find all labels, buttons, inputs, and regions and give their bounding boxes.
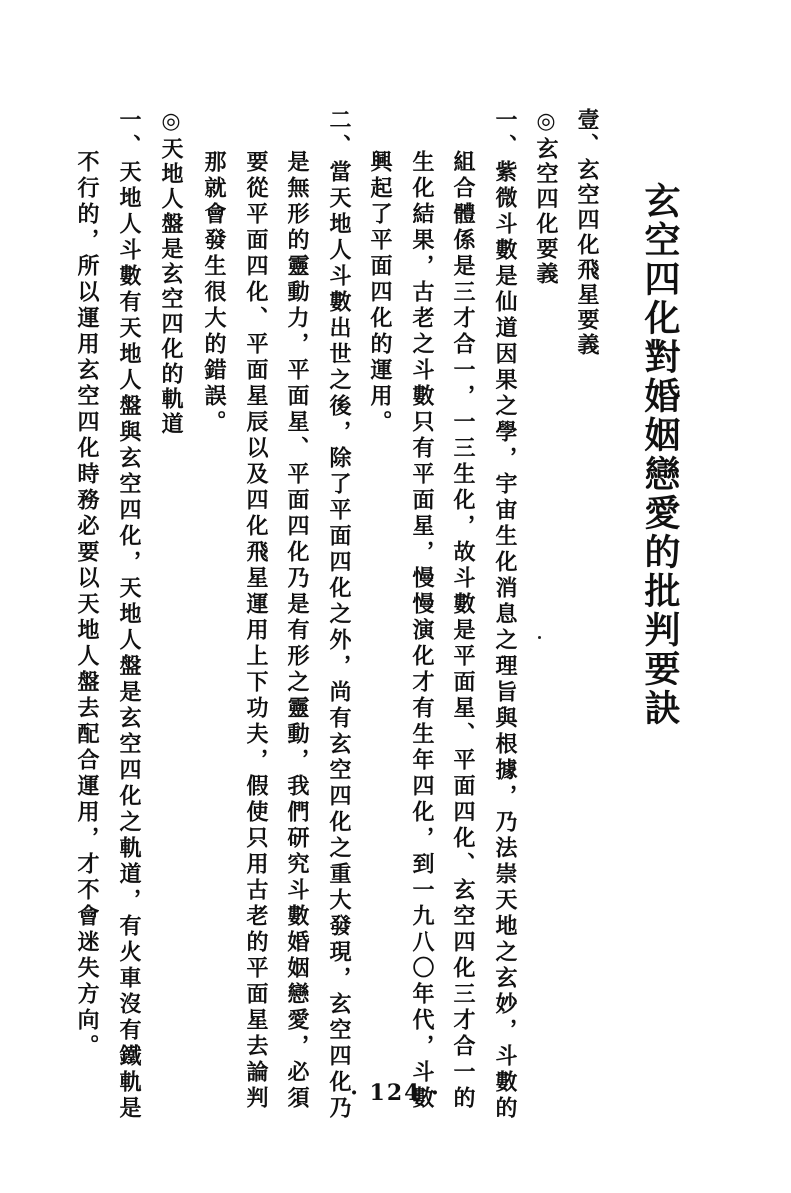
text-column-3: 生化結果，古老之斗數只有平面星，慢慢演化才有生年四化，到一九八〇年代，斗數 [409, 150, 435, 1112]
scan-speck [538, 636, 541, 639]
text-column-6: 是無形的靈動力，平面星、平面四化乃是有形之靈動，我們研究斗數婚姻戀愛，必須 [284, 150, 310, 1112]
page-number: · 124 · [350, 1080, 441, 1106]
subheading-xuankong-sihua: ◎玄空四化要義 [533, 108, 559, 287]
text-column-7: 要從平面四化、平面星辰以及四化飛星運用上下功夫，假使只用古老的平面星去論判 [243, 150, 269, 1112]
subheading-tiandiren-pan: ◎天地人盤是玄空四化的軌道 [158, 108, 184, 437]
text-column-10: 不行的，所以運用玄空四化時務必要以天地人盤去配合運用，才不會迷失方向。 [74, 150, 100, 1060]
text-column-2: 組合體係是三才合一，一三生化，故斗數是平面星、平面四化、玄空四化三才合一的 [450, 150, 476, 1112]
text-column-4: 興起了平面四化的運用。 [367, 150, 393, 436]
text-column-5: 二、當天地人斗數出世之後，除了平面四化之外，尚有玄空四化之重大發現，玄空四化乃 [326, 108, 352, 1122]
text-column-8: 那就會發生很大的錯誤。 [201, 150, 227, 436]
text-column-1: 一、紫微斗數是仙道因果之學，宇宙生化消息之理旨與根據，乃法崇天地之玄妙，斗數的 [492, 108, 518, 1122]
text-column-9: 一、天地人斗數有天地人盤與玄空四化，天地人盤是玄空四化之軌道，有火車沒有鐵軌是 [116, 108, 142, 1122]
page-title: 玄空四化對婚姻戀愛的批判要訣 [639, 182, 681, 728]
section-heading: 壹、玄空四化飛星要義 [574, 108, 600, 358]
